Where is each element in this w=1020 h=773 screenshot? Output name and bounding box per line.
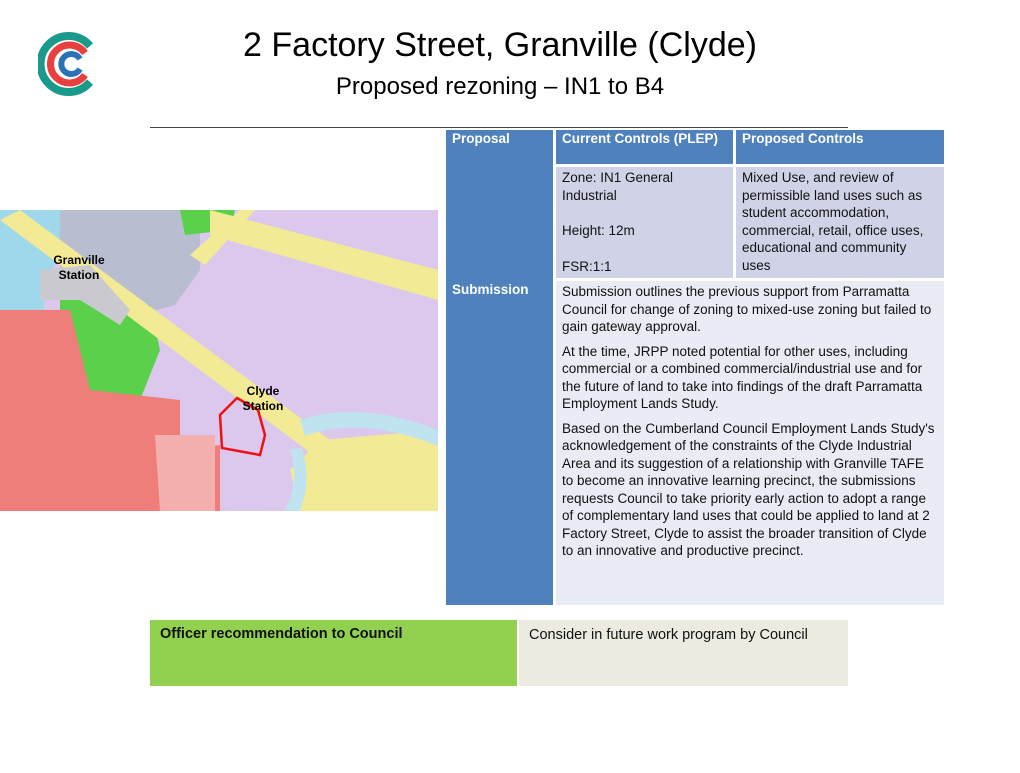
current-height: Height: 12m — [562, 223, 635, 238]
submission-paragraph-1: Submission outlines the previous support from Parramatta Council for change of zoning to mixed-use zoning but failed to gain gateway approval. — [562, 284, 932, 334]
slide-title: 2 Factory Street, Granville (Clyde) — [243, 26, 757, 64]
officer-recommendation-value: Consider in future work program by Council — [519, 620, 848, 686]
submission-paragraph-3: Based on the Cumberland Council Employment Lands Study's acknowledgement of the constraints of the Clyde Industrial Area and its suggestion of a relationship with Granville TAFE to become an innovative learning precinct, the submissions requests Council to take priority early action to adopt a range of complementary land uses that could be applied to land at 2 Factory Street, Clyde to assist the broader transition of Clyde to an innovative and productive precinct. — [562, 420, 935, 558]
submission-paragraph-2: At the time, JRPP noted potential for other uses, including commercial or a combined commercial/industrial use and for the future of land to take into findings of the draft Parramatta Employment Lands Study. — [562, 343, 923, 411]
current-controls-cell — [556, 167, 733, 278]
proposed-controls-cell: Mixed Use, and review of permissible land uses such as student accommodation, commercial, retail, office uses, educational and community uses — [736, 167, 944, 278]
proposed-controls-header: Proposed Controls — [736, 130, 944, 164]
officer-recommendation-label: Officer recommendation to Council — [150, 620, 517, 686]
submission-label: Submission — [452, 282, 529, 297]
proposal-label: Proposal — [452, 131, 510, 146]
zoning-map — [0, 210, 438, 511]
title-divider — [150, 127, 848, 128]
submission-label-cell — [446, 281, 553, 605]
current-zone: Zone: IN1 General Industrial — [562, 170, 674, 203]
map-label-clyde-2: Station — [242, 399, 284, 413]
map-label-granville-1: Granville — [53, 253, 105, 267]
current-fsr: FSR:1:1 — [562, 258, 612, 274]
slide-subtitle: Proposed rezoning – IN1 to B4 — [335, 73, 665, 100]
submission-cell — [556, 281, 944, 605]
map-label-clyde-1: Clyde — [246, 384, 280, 398]
cumberland-logo — [38, 32, 100, 96]
map-label-granville-2: Station — [58, 268, 100, 282]
current-controls-header: Current Controls (PLEP) — [556, 130, 733, 164]
